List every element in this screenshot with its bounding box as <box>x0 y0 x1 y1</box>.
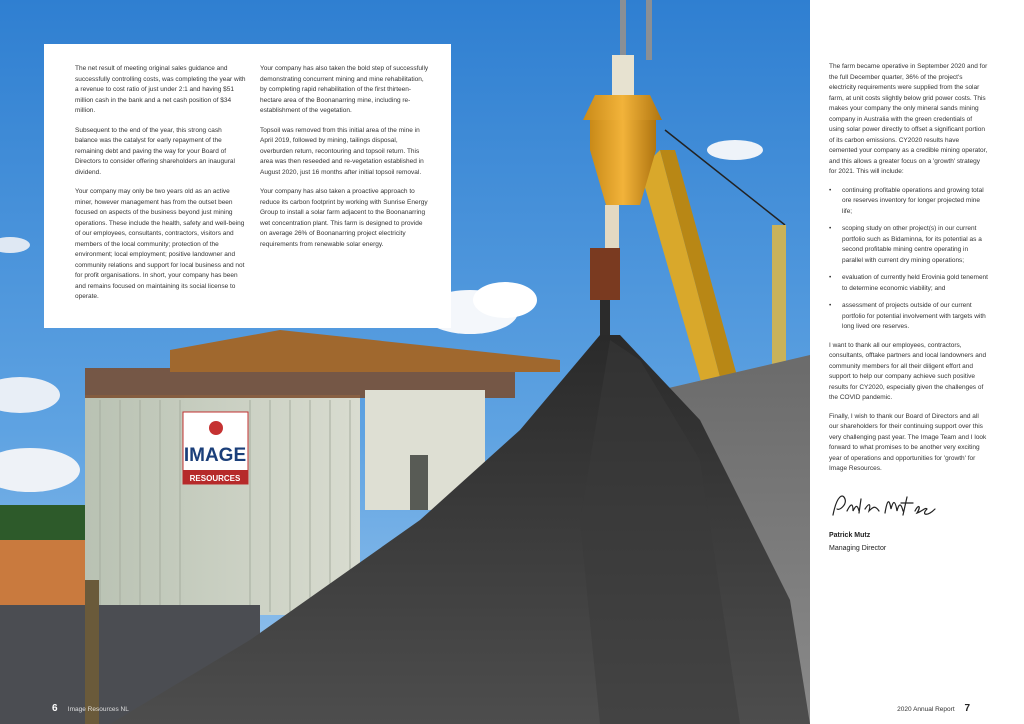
paragraph: I want to thank all our employees, contractors, consultants, offtake partners and local landowners and community members for all their diligent effort and support to help our company achieve such positive results for CY2020, especially given the challenges of the COVID pandemic. <box>829 341 987 401</box>
growth-strategy-list <box>829 186 989 333</box>
paragraph: Subsequent to the end of the year, this strong cash balance was the catalyst for early repayment of the remaining debt and paving the way for your Board of Directors to consider offering shareholders an inaugural dividend. <box>75 126 235 176</box>
signatory-title: Managing Director <box>829 544 887 552</box>
right-page <box>810 0 1024 724</box>
paragraph: Your company may only be two years old as an active miner, however management has from the outset been focused on aspects of the business beyond just mining operations. These include the health, safety and well-being of our employees, consultants, contractors, visitors and members of the local community; protection of the environment; local employment; positive landowner and community relations and support for local business and not for profit organisations. In short, your company has been and remains focused on maintaining its social license to operate. <box>75 188 245 300</box>
paragraph: The farm became operative in September 2020 and for the full December quarter, 36% of the project's electricity requirements were supplied from the solar farm, at unit costs slightly below grid power costs. This makes your company the only mineral sands mining company in Australia with the green credentials of using solar power directly to offset a significant portion of its carbon emissions. CY2020 results have cemented your company as a credible mining operator, and this allows a greater focus on a 'growth' strategy for 2021. This will include: <box>829 63 988 175</box>
list-item: • scoping study on other project(s) in our current portfolio such as Bidaminna, for its potential as a second profitable mining centre operating in parallel with current dry mining operations; <box>829 224 989 266</box>
page-number: 6 <box>52 703 58 714</box>
left-text-panel <box>44 44 451 328</box>
footer-report-name: Image Resources NL <box>67 706 129 713</box>
signature-image <box>829 489 989 523</box>
signatory-name: Patrick Mutz <box>829 532 871 539</box>
list-item: • continuing profitable operations and growing total ore reserves inventory for longer projected mine life; <box>829 186 989 218</box>
left-column-1 <box>75 64 246 318</box>
paragraph: The net result of meeting original sales guidance and successfully controlling costs, was completing the year with a revenue to cost ratio of just under 2:1 and having $51 million cash in the bank and a net cash position of $34 million. <box>75 65 246 114</box>
paragraph: Topsoil was removed from this initial area of the mine in April 2019, followed by mining, tailings disposal, overburden return, recontouring and topsoil return. This area was then reseeded and re-vegetation established in August 2020, just 16 months after initial topsoil removal. <box>260 126 424 176</box>
left-page-footer <box>52 703 129 714</box>
sign-text-resources: RESOURCES <box>189 474 241 483</box>
list-item: • assessment of projects outside of our current portfolio for potential involvement with targets with long lived ore reserves. <box>829 301 989 333</box>
right-column <box>829 62 989 554</box>
sign-text-image: IMAGE <box>183 445 247 466</box>
page-number: 7 <box>964 703 970 714</box>
paragraph: Finally, I wish to thank our Board of Directors and all our shareholders for their continuing support over this very challenging past year. The Image Team and I look forward to what promises to be another very exciting year of operations and opportunities for 'growth' for Image Resources. <box>829 412 987 472</box>
list-item: • evaluation of currently held Erovinia gold tenement to determine economic viability; and <box>829 273 989 294</box>
footer-report-label: 2020 Annual Report <box>897 706 955 713</box>
left-column-2 <box>260 64 431 318</box>
paragraph: Your company has also taken the bold step of successfully demonstrating concurrent mining and mine rehabilitation, by completing rapid rehabilitation of the first thirteen-hectare area of the Boonanarring mine, including re-establishment of the vegetation. <box>260 65 429 114</box>
paragraph: Your company has also taken a proactive approach to reduce its carbon footprint by working with Sunrise Energy Group to install a solar farm adjacent to the Boonanarring wet concentration plant. This farm is designed to provide on average 26% of Boonanarring project electricity requirements from renewable solar energy. <box>260 188 428 248</box>
right-page-footer <box>897 703 970 714</box>
